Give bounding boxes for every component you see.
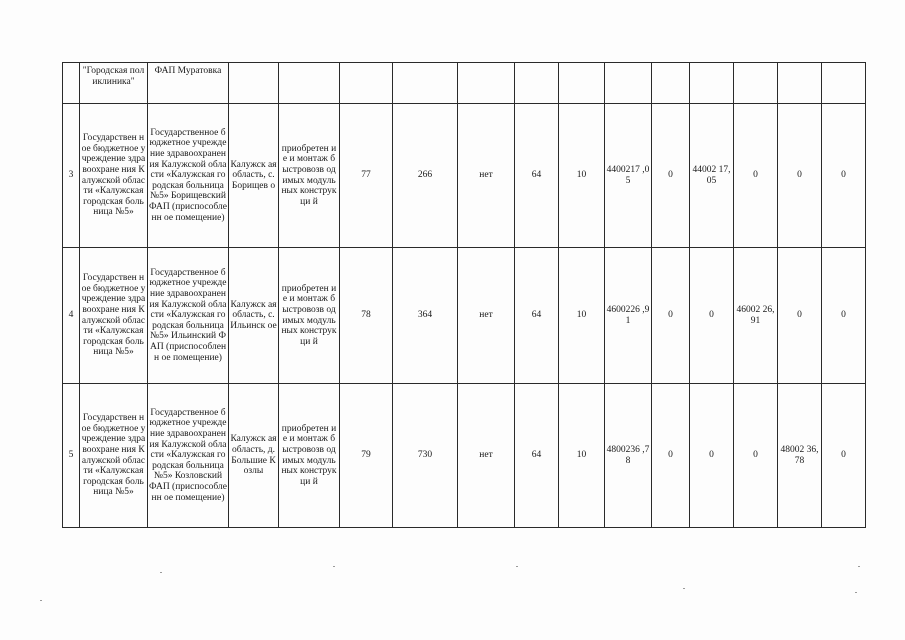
cell-c13: 0 — [734, 104, 778, 248]
cell-c7 — [458, 63, 515, 104]
cell-c13: 46002 26,91 — [734, 248, 778, 384]
scan-speck — [516, 566, 518, 567]
cell-c12: 0 — [690, 248, 734, 384]
cell-org: Государствен ное бюджетное учреждение здравоохране ния Калужской области «Калужская городская больница №5» — [80, 104, 148, 248]
cell-addr — [229, 63, 279, 104]
cell-num: 4 — [63, 248, 80, 384]
cell-num: 5 — [63, 384, 80, 528]
cell-addr: Калужск ая область, д. Большие Козлы — [229, 384, 279, 528]
cell-org: "Городская поликлиника" — [80, 63, 148, 104]
cell-name: ФАП Муратовка — [148, 63, 229, 104]
cell-name: Государственное бюджетное учреждение здравоохранения Калужской области «Калужская городская больница №5» Козловский ФАП (приспособленн ое помещение) — [148, 384, 229, 528]
cell-addr: Калужск ая область, с. Ильинск ое — [229, 248, 279, 384]
cell-org: Государствен ное бюджетное учреждение здравоохране ния Калужской области «Калужская городская больница №5» — [80, 384, 148, 528]
cell-c11 — [652, 63, 690, 104]
scan-speck — [858, 566, 860, 567]
cell-c5: 77 — [340, 104, 393, 248]
cell-c6: 266 — [393, 104, 458, 248]
cell-c15: 0 — [822, 384, 866, 528]
cell-c14: 0 — [778, 248, 822, 384]
table-row — [63, 104, 866, 248]
cell-c7: нет — [458, 384, 515, 528]
cell-c7: нет — [458, 248, 515, 384]
cell-c12: 44002 17,05 — [690, 104, 734, 248]
cell-c15: 0 — [822, 104, 866, 248]
cell-c6 — [393, 63, 458, 104]
cell-c11: 0 — [652, 248, 690, 384]
cell-c14: 48002 36,78 — [778, 384, 822, 528]
table-row — [63, 248, 866, 384]
cell-c8 — [515, 63, 559, 104]
scan-speck — [683, 588, 685, 589]
cell-name: Государственное бюджетное учреждение здравоохранения Калужской области «Калужская городская больница №5» Борищевский ФАП (приспособленн ое помещение) — [148, 104, 229, 248]
cell-org: Государствен ное бюджетное учреждение здравоохране ния Калужской области «Калужская городская больница №5» — [80, 248, 148, 384]
table-row — [63, 384, 866, 528]
cell-c12: 0 — [690, 384, 734, 528]
cell-c10: 4600226 ,91 — [605, 248, 652, 384]
cell-work: приобретен ие и монтаж быстровозв одимых модульных конструкци й — [279, 248, 340, 384]
cell-work: приобретен ие и монтаж быстровозв одимых модульных конструкци й — [279, 384, 340, 528]
cell-c14 — [778, 63, 822, 104]
cell-c13 — [734, 63, 778, 104]
cell-c8: 64 — [515, 248, 559, 384]
cell-c15: 0 — [822, 248, 866, 384]
cell-c14: 0 — [778, 104, 822, 248]
cell-c10: 4800236 ,78 — [605, 384, 652, 528]
cell-work — [279, 63, 340, 104]
cell-c9: 10 — [559, 104, 605, 248]
facility-table — [62, 62, 866, 528]
scan-speck — [333, 566, 335, 567]
cell-c9: 10 — [559, 384, 605, 528]
cell-c10: 4400217 ,05 — [605, 104, 652, 248]
cell-num — [63, 63, 80, 104]
cell-c11: 0 — [652, 104, 690, 248]
scan-speck — [160, 572, 162, 573]
cell-c11: 0 — [652, 384, 690, 528]
cell-addr: Калужск ая область, с. Борищев о — [229, 104, 279, 248]
cell-c7: нет — [458, 104, 515, 248]
cell-num: 3 — [63, 104, 80, 248]
cell-c8: 64 — [515, 104, 559, 248]
cell-c9 — [559, 63, 605, 104]
scan-speck — [855, 592, 857, 593]
table-row — [63, 63, 866, 104]
cell-work: приобретен ие и монтаж быстровозв одимых модульных конструкци й — [279, 104, 340, 248]
cell-c9: 10 — [559, 248, 605, 384]
cell-c6: 730 — [393, 384, 458, 528]
cell-c5: 78 — [340, 248, 393, 384]
cell-c6: 364 — [393, 248, 458, 384]
cell-c15 — [822, 63, 866, 104]
cell-c10 — [605, 63, 652, 104]
cell-c13: 0 — [734, 384, 778, 528]
cell-name: Государственное бюджетное учреждение здравоохранения Калужской области «Калужская городская больница №5» Ильинский ФАП (приспособленн ое помещение) — [148, 248, 229, 384]
cell-c12 — [690, 63, 734, 104]
scan-speck — [40, 600, 42, 601]
cell-c5 — [340, 63, 393, 104]
cell-c5: 79 — [340, 384, 393, 528]
cell-c8: 64 — [515, 384, 559, 528]
